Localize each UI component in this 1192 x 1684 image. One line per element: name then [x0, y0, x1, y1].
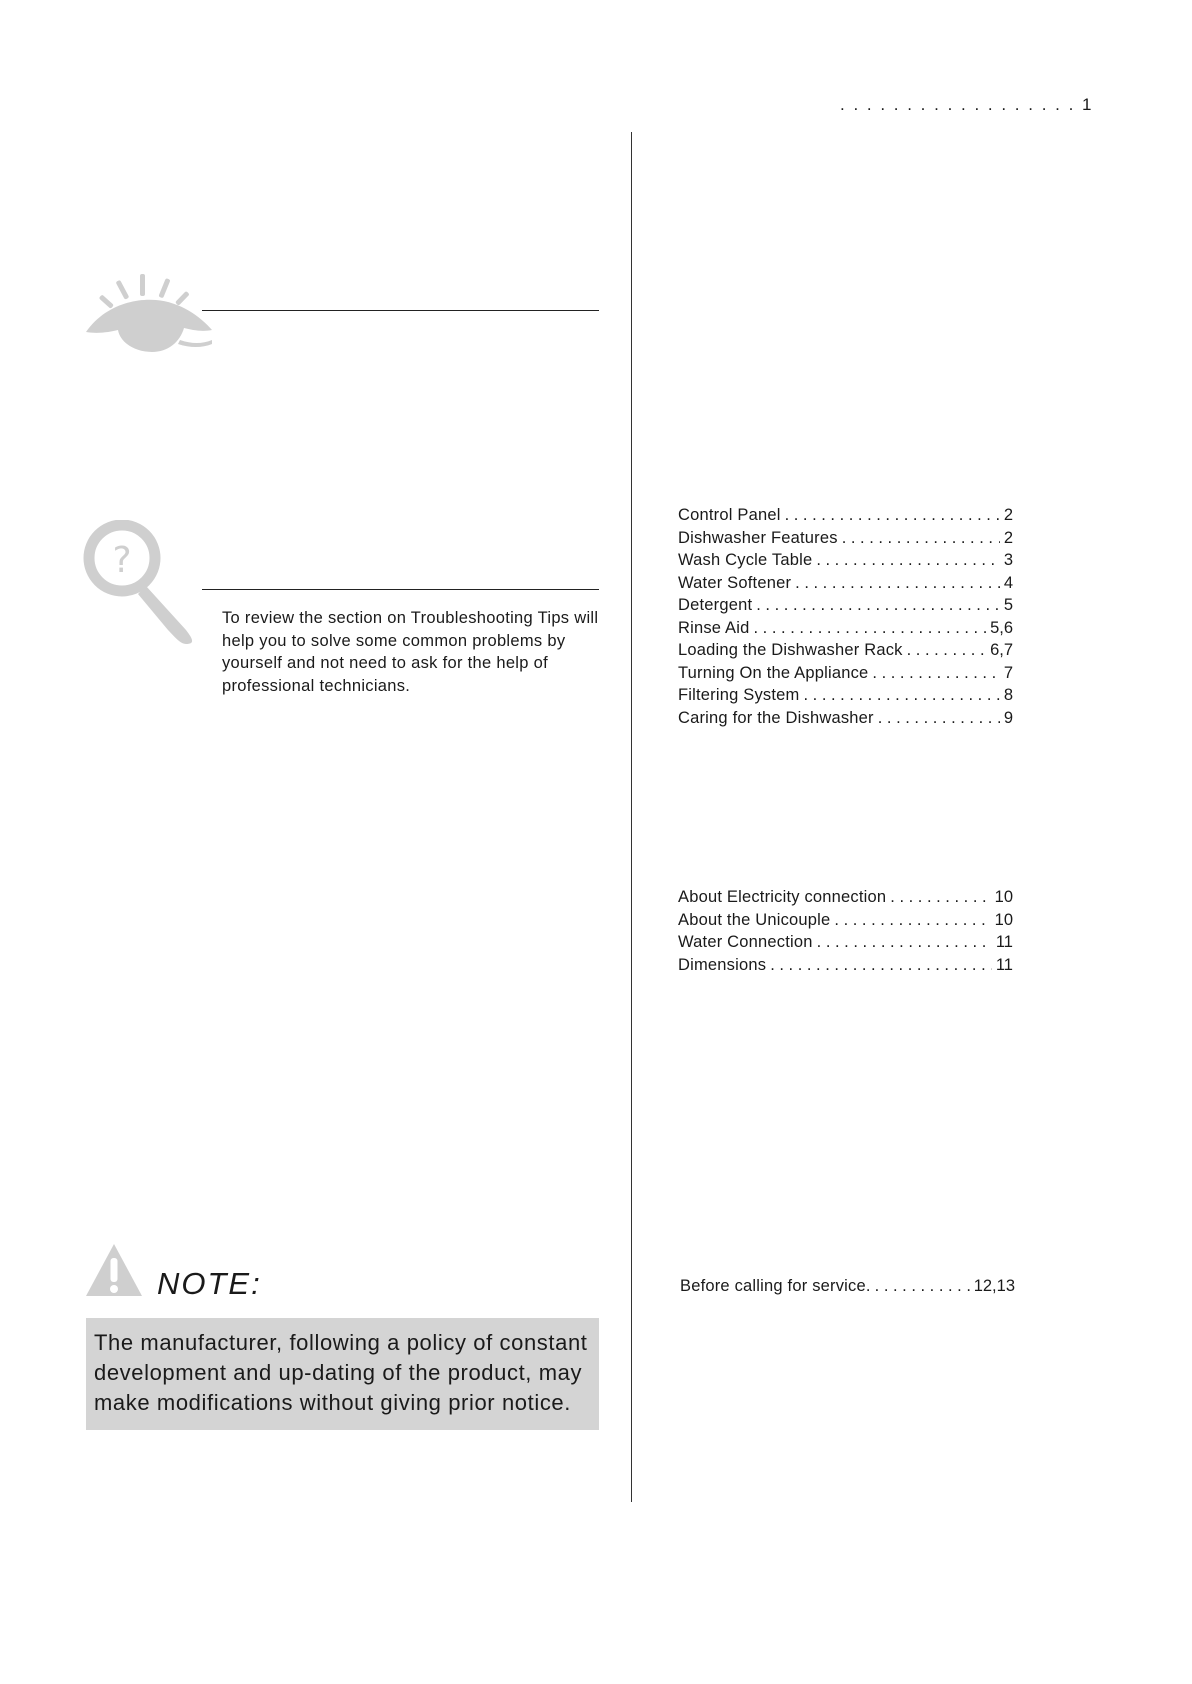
toc-row: [678, 707, 1013, 730]
eye-section-rule: [202, 310, 599, 311]
toc-label: Filtering System: [678, 686, 800, 704]
toc-label: About Electricity connection: [678, 888, 887, 906]
toc-row: [678, 504, 1013, 527]
toc-page: 4: [1003, 573, 1013, 592]
toc-page: 8: [1003, 686, 1013, 704]
toc-label: Wash Cycle Table: [678, 551, 813, 569]
vertical-divider: [631, 132, 632, 1502]
toc-page: 6,7: [990, 641, 1013, 659]
toc-label: Turning On the Appliance: [678, 663, 869, 682]
toc-page: 5,6: [990, 618, 1013, 637]
toc-row: [678, 886, 1013, 909]
toc-label: About the Unicouple: [678, 910, 831, 929]
magnifier-question-icon: [82, 520, 200, 646]
toc-label: Water Softener: [678, 573, 792, 592]
toc-row: [678, 909, 1013, 932]
toc-page: 2: [1003, 506, 1013, 524]
toc-row: [678, 684, 1013, 707]
toc-label: Before calling for service.: [680, 1277, 871, 1295]
warning-triangle-icon: [84, 1242, 144, 1298]
troubleshooting-paragraph: To review the section on Troubleshooting Tips will help you to solve some common problems by yourself and not need to ask for the help of professional technicians.: [222, 609, 599, 695]
toc-page: 2: [1003, 528, 1013, 547]
eye-icon: [84, 270, 216, 362]
toc-page: 10: [994, 910, 1013, 929]
toc-group-installation: [678, 886, 1013, 976]
toc-label: Loading the Dishwasher Rack: [678, 641, 903, 659]
note-heading: NOTE:: [157, 1266, 262, 1301]
toc-label: Dimensions: [678, 955, 767, 974]
toc-page: 10: [994, 888, 1013, 906]
magnifier-section-rule: [202, 589, 599, 590]
toc-label: Rinse Aid: [678, 618, 750, 637]
toc-top-page: 1: [1082, 95, 1094, 114]
toc-top-dots: . . . . . . . . . . . . . . . . . .: [840, 95, 1083, 114]
toc-row: [678, 954, 1013, 977]
toc-row: [678, 662, 1013, 685]
toc-row: [678, 527, 1013, 550]
toc-label: Dishwasher Features: [678, 528, 838, 547]
toc-page: 12,13: [973, 1277, 1015, 1295]
toc-row: [678, 931, 1013, 954]
toc-page: 9: [1003, 708, 1013, 727]
toc-row: [678, 594, 1013, 617]
toc-page: 7: [1003, 663, 1013, 682]
toc-row: [678, 549, 1013, 572]
toc-row: [678, 617, 1013, 640]
toc-label: Water Connection: [678, 933, 813, 951]
toc-group-operation: [678, 504, 1013, 729]
note-box: The manufacturer, following a policy of constant development and up-dating of the product, may make modifications without giving prior notice.: [86, 1318, 599, 1430]
toc-page: 5: [1003, 596, 1013, 614]
toc-page: 11: [995, 955, 1013, 974]
toc-top-entry: [840, 95, 1094, 115]
toc-page: 3: [1003, 551, 1013, 569]
toc-label: Control Panel: [678, 506, 781, 524]
toc-row: [678, 572, 1013, 595]
toc-page: 11: [995, 933, 1013, 951]
toc-group-troubleshooting: [680, 1275, 1015, 1298]
toc-row: [680, 1275, 1015, 1298]
toc-label: Detergent: [678, 596, 753, 614]
toc-row: [678, 639, 1013, 662]
svg-text:?: ?: [112, 540, 132, 581]
toc-label: Caring for the Dishwasher: [678, 708, 874, 727]
